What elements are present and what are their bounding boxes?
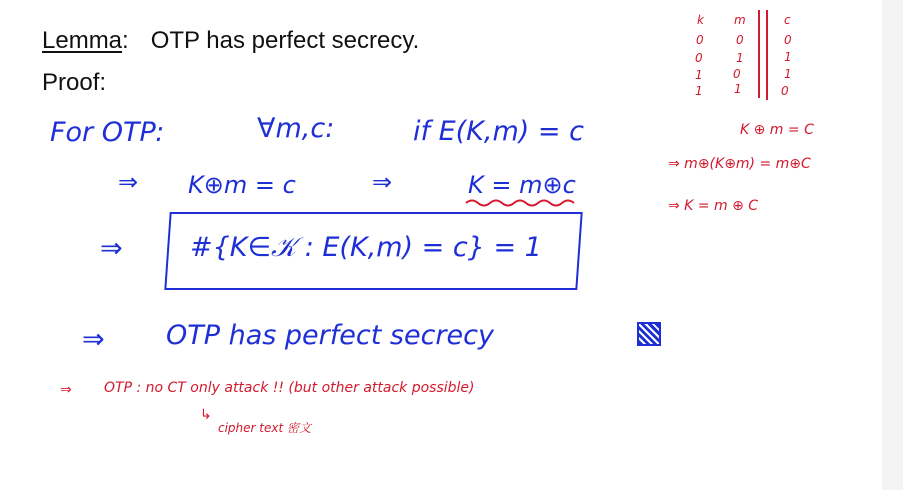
note-sub-arrow: ↳	[200, 407, 212, 423]
line1-lead: For OTP:	[50, 117, 165, 148]
table-c-row1: 0	[784, 33, 792, 47]
line2-xor-equation: K⊕m = c	[188, 171, 296, 199]
line2-arrow: ⇒	[118, 168, 139, 196]
note-main: OTP : no CT only attack !! (but other attack possible)	[104, 380, 475, 396]
line3-arrow: ⇒	[100, 233, 123, 264]
line4-arrow: ⇒	[82, 324, 105, 355]
table-m-row3: 0	[733, 67, 741, 81]
line1-quantifier: ∀m,c:	[257, 113, 335, 144]
lemma-colon: :	[122, 27, 129, 54]
table-c-row4: 0	[781, 84, 789, 98]
proof-label: Proof:	[42, 69, 107, 96]
table-m-row1: 0	[736, 33, 744, 47]
line2-key-solution: K = m⊕c	[468, 171, 576, 199]
table-divider-2	[766, 10, 768, 100]
line3-boxed-statement: #{K∈𝒦 : E(K,m) = c} = 1	[190, 232, 542, 263]
table-k-row3: 1	[695, 68, 703, 82]
line2-arrow-2: ⇒	[372, 168, 393, 196]
qed-square	[637, 322, 661, 346]
table-k-row2: 0	[695, 51, 703, 65]
note-sub: cipher text 密文	[218, 421, 311, 435]
note-arrow: ⇒	[60, 382, 72, 398]
table-k-row1: 0	[696, 33, 704, 47]
table-divider-1	[758, 10, 760, 98]
table-m-row4: 1	[734, 82, 742, 96]
table-header-k: k	[697, 13, 704, 27]
lemma-statement: OTP has perfect secrecy.	[150, 27, 420, 54]
table-header-c: c	[784, 13, 791, 27]
derivation-step-3: ⇒ K = m ⊕ C	[668, 198, 759, 214]
table-header-m: m	[734, 13, 746, 27]
table-k-row4: 1	[695, 84, 703, 98]
line1-condition: if E(K,m) = c	[413, 116, 584, 147]
lemma-label: Lemma	[42, 27, 123, 54]
table-c-row3: 1	[784, 67, 792, 81]
table-m-row2: 1	[736, 51, 744, 65]
line4-conclusion: OTP has perfect secrecy	[166, 320, 494, 351]
derivation-step-1: K ⊕ m = C	[740, 122, 814, 138]
derivation-step-2: ⇒ m⊕(K⊕m) = m⊕C	[668, 156, 811, 172]
key-solution-underline	[466, 201, 574, 206]
table-c-row2: 1	[784, 50, 792, 64]
